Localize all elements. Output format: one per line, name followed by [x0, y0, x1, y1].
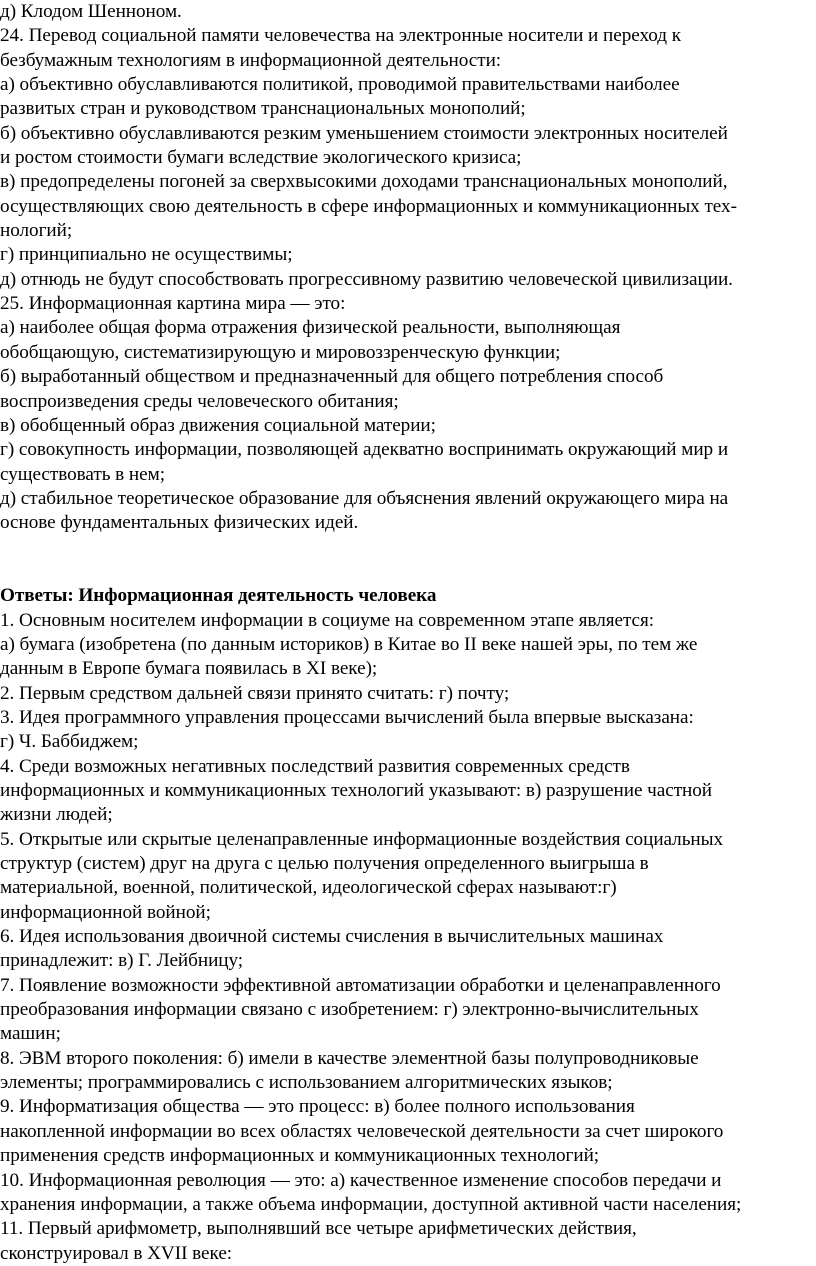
text-line: 9. Информатизация общества — это процесс: в) более полного использования	[0, 1096, 635, 1118]
text-line: 5. Открытые или скрытые целенаправленные информационные воздействия социальных	[0, 828, 724, 850]
text-line: жизни людей;	[0, 804, 113, 826]
text-line: развитых стран и руководством транснациональных монополий;	[0, 98, 526, 120]
text-line: существовать в нем;	[0, 463, 165, 485]
text-line: а) бумага (изобретена (по данным историков) в Китае во II веке нашей эры, по тем же	[0, 633, 698, 655]
text-line: а) наиболее общая форма отражения физической реальности, выполняющая	[0, 317, 621, 339]
text-line: хранения информации, а также объема информации, доступной активной части населения;	[0, 1193, 742, 1215]
blank-line	[0, 560, 816, 584]
text-line: д) стабильное теоретическое образование для объяснения явлений окружающего мира на	[0, 487, 729, 509]
text-line: структур (систем) друг на друга с целью получения определенного выигрыша в	[0, 853, 649, 875]
question-25	[0, 292, 816, 535]
text-line: элементы; программировались с использованием алгоритмических языков;	[0, 1072, 613, 1094]
text-line: д) Клодом Шенноном.	[0, 1, 182, 22]
text-line: безбумажным технологиям в информационной деятельности:	[0, 49, 502, 71]
text-line: в) предопределены погоней за сверхвысокими доходами транснациональных монополий,	[0, 171, 728, 193]
text-line: д) отнюдь не будут способствовать прогрессивному развитию человеческой цивилизации.	[0, 268, 733, 290]
question-24	[0, 24, 816, 292]
text-line: применения средств информационных и коммуникационных технологий;	[0, 1145, 600, 1167]
answers-heading: Ответы: Информационная деятельность человека	[0, 585, 437, 607]
text-line: осуществляющих свою деятельность в сфере информационных и коммуникационных тех-	[0, 195, 737, 217]
continuation-block	[0, 0, 816, 24]
text-line: 8. ЭВМ второго поколения: б) имели в качестве элементной базы полупроводниковые	[0, 1047, 699, 1069]
answers-list	[0, 609, 816, 1266]
text-line: машин;	[0, 1023, 61, 1045]
text-line: обобщающую, систематизирующую и мировоззренческую функции;	[0, 341, 561, 363]
text-line: воспроизведения среды человеческого обитания;	[0, 390, 399, 412]
text-line: в) обобщенный образ движения социальной материи;	[0, 414, 436, 436]
text-line: 4. Среди возможных негативных последствий развития современных средств	[0, 755, 630, 777]
text-line: информационных и коммуникационных технологий указывают: в) разрушение частной	[0, 780, 713, 801]
text-line: г) Ч. Баббиджем;	[0, 731, 139, 753]
text-line: накопленной информации во всех областях человеческой деятельности за счет широкого	[0, 1120, 724, 1142]
text-line: основе фундаментальных физических идей.	[0, 512, 359, 534]
text-line: информационной войной;	[0, 901, 211, 923]
text-line: а) объективно обуславливаются политикой, проводимой правительствами наиболее	[0, 74, 680, 96]
text-line: 24. Перевод социальной памяти человечества на электронные носители и переход к	[0, 25, 682, 47]
text-line: сконструировал в XVII веке:	[0, 1242, 233, 1264]
text-line: и ростом стоимости бумаги вследствие экологического кризиса;	[0, 147, 522, 169]
text-line: принадлежит: в) Г. Лейбницу;	[0, 950, 244, 972]
text-line: 1. Основным носителем информации в социуме на современном этапе является:	[0, 609, 655, 631]
text-line: г) принципиально не осуществимы;	[0, 244, 293, 266]
text-line: нологий;	[0, 220, 73, 242]
text-line: г) совокупность информации, позволяющей адекватно воспринимать окружающий мир и	[0, 439, 729, 461]
text-line: материальной, военной, политической, идеологической сферах называют:г)	[0, 877, 617, 899]
text-line: б) объективно обуславливаются резким уменьшением стоимости электронных носителей	[0, 122, 728, 144]
text-line: 25. Информационная картина мира — это:	[0, 293, 346, 315]
text-line: 11. Первый арифмометр, выполнявший все четыре арифметических действия,	[0, 1218, 637, 1240]
text-line: данным в Европе бумага появилась в XI веке);	[0, 658, 378, 680]
text-line: преобразования информации связано с изобретением: г) электронно-вычислительных	[0, 999, 699, 1021]
text-line: б) выработанный обществом и предназначенный для общего потребления способ	[0, 366, 664, 388]
text-line: 6. Идея использования двоичной системы счисления в вычислительных машинах	[0, 926, 664, 948]
blank-line	[0, 536, 816, 560]
text-line: 7. Появление возможности эффективной автоматизации обработки и целенаправленного	[0, 974, 721, 996]
text-line: 3. Идея программного управления процессами вычислений была впервые высказана:	[0, 706, 694, 728]
text-line: 10. Информационная революция — это: а) качественное изменение способов передачи и	[0, 1169, 722, 1191]
text-line: 2. Первым средством дальней связи принято считать: г) почту;	[0, 682, 510, 704]
